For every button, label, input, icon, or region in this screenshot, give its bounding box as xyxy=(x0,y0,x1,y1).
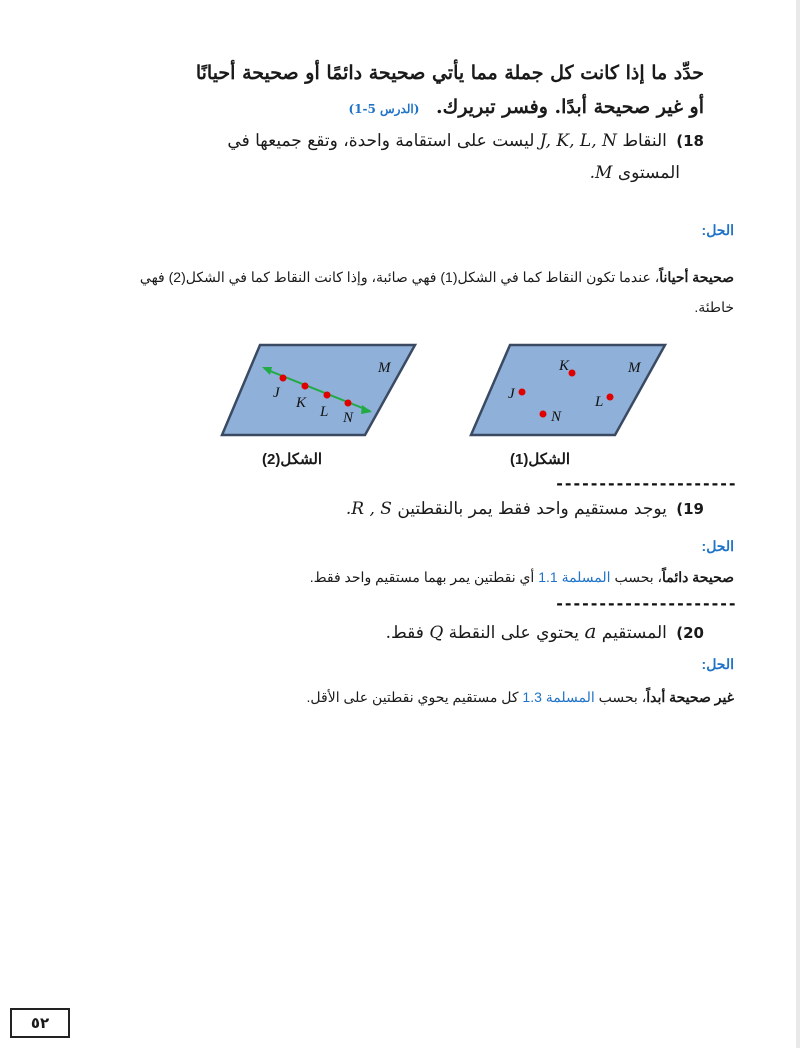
plane-label-2: M xyxy=(378,360,391,376)
header-line-2-text: أو غير صحيحة أبدًا. وفسر تبريرك. xyxy=(436,96,704,118)
label-l: L xyxy=(320,404,329,420)
point-k xyxy=(569,370,576,377)
answer-19-after-ref: أي نقطتين يمر بهما مستقيم واحد فقط. xyxy=(309,569,535,585)
figure-1-caption: الشكل(1) xyxy=(510,451,571,468)
q18-plane: M. xyxy=(589,163,613,183)
answer-18-line1 xyxy=(54,262,734,292)
question-20 xyxy=(386,616,704,648)
figure-2-caption: الشكل(2) xyxy=(262,451,323,468)
answer-19-verdict: صحيحة دائماً xyxy=(662,569,734,585)
answer-18-text: ، عندما تكون النقاط كما في الشكل(1) فهي صائبة، وإذا كانت النقاط كما في الشكل(2) فهي xyxy=(139,269,660,285)
q19-text: يوجد مستقيم واحد فقط يمر بالنقطتين xyxy=(397,499,667,519)
label-l: L xyxy=(595,394,604,410)
point-n xyxy=(540,411,547,418)
solution-label-20: الحل: xyxy=(701,656,734,672)
question-18 xyxy=(227,126,704,156)
q18-after: ليست على استقامة واحدة، وتقع جميعها في xyxy=(227,131,535,151)
label-n: N xyxy=(343,410,354,426)
label-k: K xyxy=(559,358,570,374)
q20-after: فقط. xyxy=(385,623,424,643)
separator-2: --------------------- xyxy=(554,594,736,613)
figure-2 xyxy=(222,345,415,435)
q20-before: المستقيم xyxy=(601,623,667,643)
answer-18 xyxy=(54,262,734,322)
q20-var-q: Q xyxy=(429,623,444,643)
point-j xyxy=(280,375,287,382)
point-n xyxy=(345,400,352,407)
answer-19 xyxy=(310,562,734,592)
answer-19-before-ref: ، بحسب xyxy=(614,569,663,585)
solution-label-18: الحل: xyxy=(701,222,734,238)
question-number: 20) xyxy=(676,624,704,642)
label-j: J xyxy=(508,386,515,402)
header-line-2 xyxy=(164,90,704,126)
label-n: N xyxy=(551,409,562,425)
postulate-link-1-3[interactable]: المسلمة 1.3 xyxy=(522,689,595,705)
question-number: 18) xyxy=(676,132,704,150)
answer-20-before-ref: ، بحسب xyxy=(598,689,647,705)
header-line-1: حدِّد ما إذا كانت كل جملة مما يأتي صحيحة دائمًا أو صحيحة أحيانًا xyxy=(195,62,704,84)
answer-18-line2: خاطئة. xyxy=(694,299,734,315)
point-j xyxy=(519,389,526,396)
answer-20 xyxy=(307,682,734,712)
question-18-line2 xyxy=(590,158,680,188)
q18-line2-text: المستوى xyxy=(617,163,680,183)
q18-before: النقاط xyxy=(622,131,667,151)
answer-18-verdict: صحيحة أحياناً xyxy=(659,269,734,285)
q19-vars: R , S. xyxy=(345,499,392,519)
solution-label-19: الحل: xyxy=(701,538,734,554)
answer-20-after-ref: كل مستقيم يحوي نقطتين على الأقل. xyxy=(306,689,519,705)
question-number: 19) xyxy=(676,500,704,518)
lesson-reference: (الدرس 5-1) xyxy=(348,102,420,116)
label-k: K xyxy=(296,395,307,411)
page-edge xyxy=(796,0,800,1048)
question-19 xyxy=(346,494,704,524)
figure-1 xyxy=(471,345,665,435)
q18-points: J, K, L, N xyxy=(539,131,617,151)
plane-label-1: M xyxy=(628,360,641,376)
point-l xyxy=(607,394,614,401)
label-j: J xyxy=(273,385,280,401)
point-k xyxy=(302,383,309,390)
postulate-link-1-1[interactable]: المسلمة 1.1 xyxy=(538,569,611,585)
q20-middle: يحتوي على النقطة xyxy=(448,623,580,643)
answer-20-verdict: غير صحيحة أبداً xyxy=(646,689,734,705)
point-l xyxy=(324,392,331,399)
separator-1: --------------------- xyxy=(554,474,736,493)
question-header xyxy=(164,56,704,126)
q20-var-a: a xyxy=(584,619,597,643)
page-number: ٥٢ xyxy=(10,1008,70,1038)
